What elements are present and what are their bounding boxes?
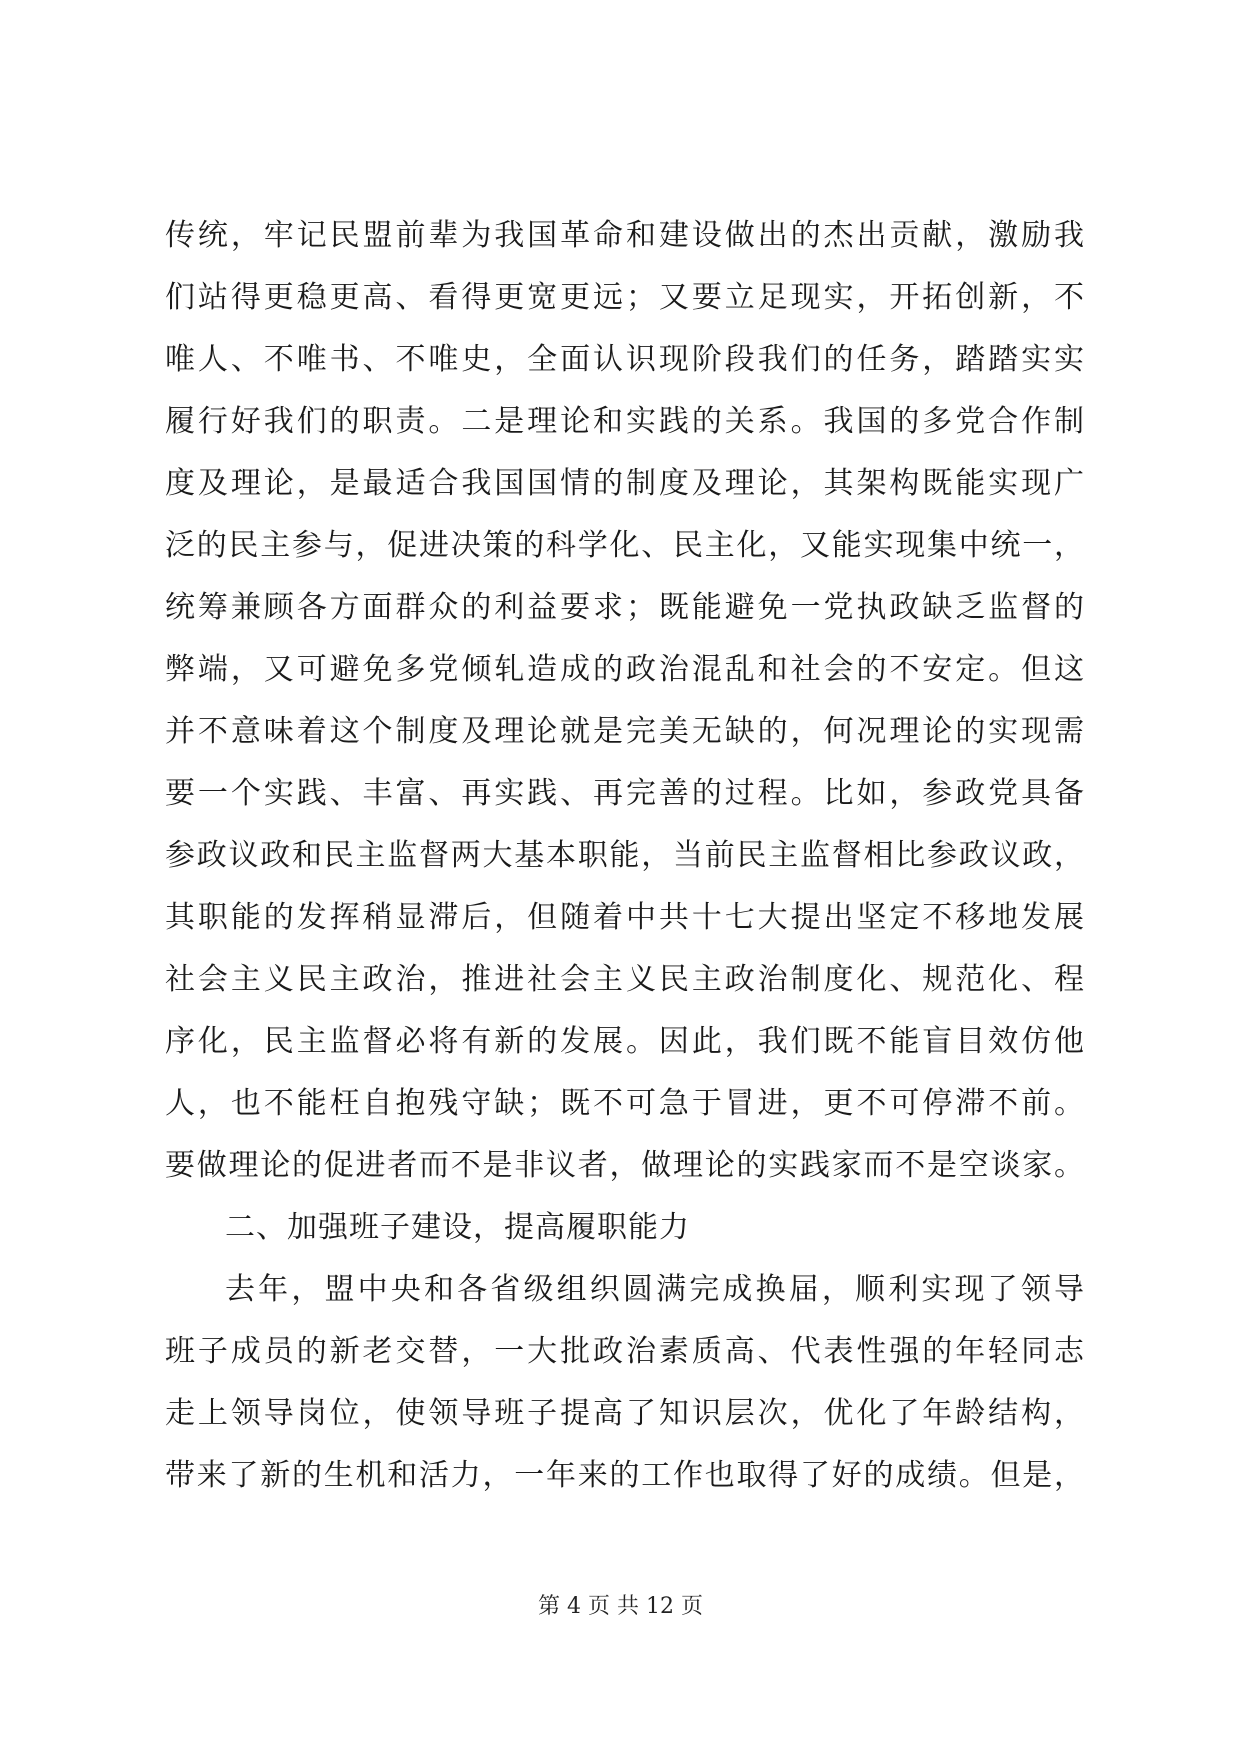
text-line: 并不意味着这个制度及理论就是完美无缺的，何况理论的实现需 <box>165 714 1085 749</box>
text-line: 班子成员的新老交替，一大批政治素质高、代表性强的年轻同志 <box>165 1334 1085 1369</box>
text-line: 们站得更稳更高、看得更宽更远；又要立足现实，开拓创新，不 <box>165 280 1085 315</box>
text-line: 人，也不能枉自抱残守缺；既不可急于冒进，更不可停滞不前。 <box>165 1086 1085 1121</box>
text-line: 其职能的发挥稍显滞后，但随着中共十七大提出坚定不移地发展 <box>165 900 1085 935</box>
text-line: 走上领导岗位，使领导班子提高了知识层次，优化了年龄结构， <box>165 1396 1085 1431</box>
text-line: 社会主义民主政治，推进社会主义民主政治制度化、规范化、程 <box>165 962 1085 997</box>
text-line: 泛的民主参与，促进决策的科学化、民主化，又能实现集中统一， <box>165 528 1085 563</box>
text-line: 带来了新的生机和活力，一年来的工作也取得了好的成绩。但是， <box>165 1458 1085 1493</box>
text-line: 传统，牢记民盟前辈为我国革命和建设做出的杰出贡献，激励我 <box>165 218 1085 253</box>
text-line: 参政议政和民主监督两大基本职能，当前民主监督相比参政议政， <box>165 838 1085 873</box>
text-line: 履行好我们的职责。二是理论和实践的关系。我国的多党合作制 <box>165 404 1085 439</box>
text-line: 弊端，又可避免多党倾轧造成的政治混乱和社会的不安定。但这 <box>165 652 1085 687</box>
paragraph-first-line: 去年，盟中央和各省级组织圆满完成换届，顺利实现了领导 <box>225 1272 1085 1307</box>
section-heading: 二、加强班子建设，提高履职能力 <box>225 1210 690 1245</box>
text-line: 统筹兼顾各方面群众的利益要求；既能避免一党执政缺乏监督的 <box>165 590 1085 625</box>
text-line: 序化，民主监督必将有新的发展。因此，我们既不能盲目效仿他 <box>165 1024 1085 1059</box>
page-number: 第 4 页 共 12 页 <box>538 1594 703 1619</box>
text-line: 要做理论的促进者而不是非议者，做理论的实践家而不是空谈家。 <box>165 1148 1085 1183</box>
body-text <box>165 205 1085 1507</box>
text-line: 要一个实践、丰富、再实践、再完善的过程。比如，参政党具备 <box>165 776 1085 811</box>
text-line: 唯人、不唯书、不唯史，全面认识现阶段我们的任务，踏踏实实 <box>165 342 1085 377</box>
text-line: 度及理论，是最适合我国国情的制度及理论，其架构既能实现广 <box>165 466 1085 501</box>
